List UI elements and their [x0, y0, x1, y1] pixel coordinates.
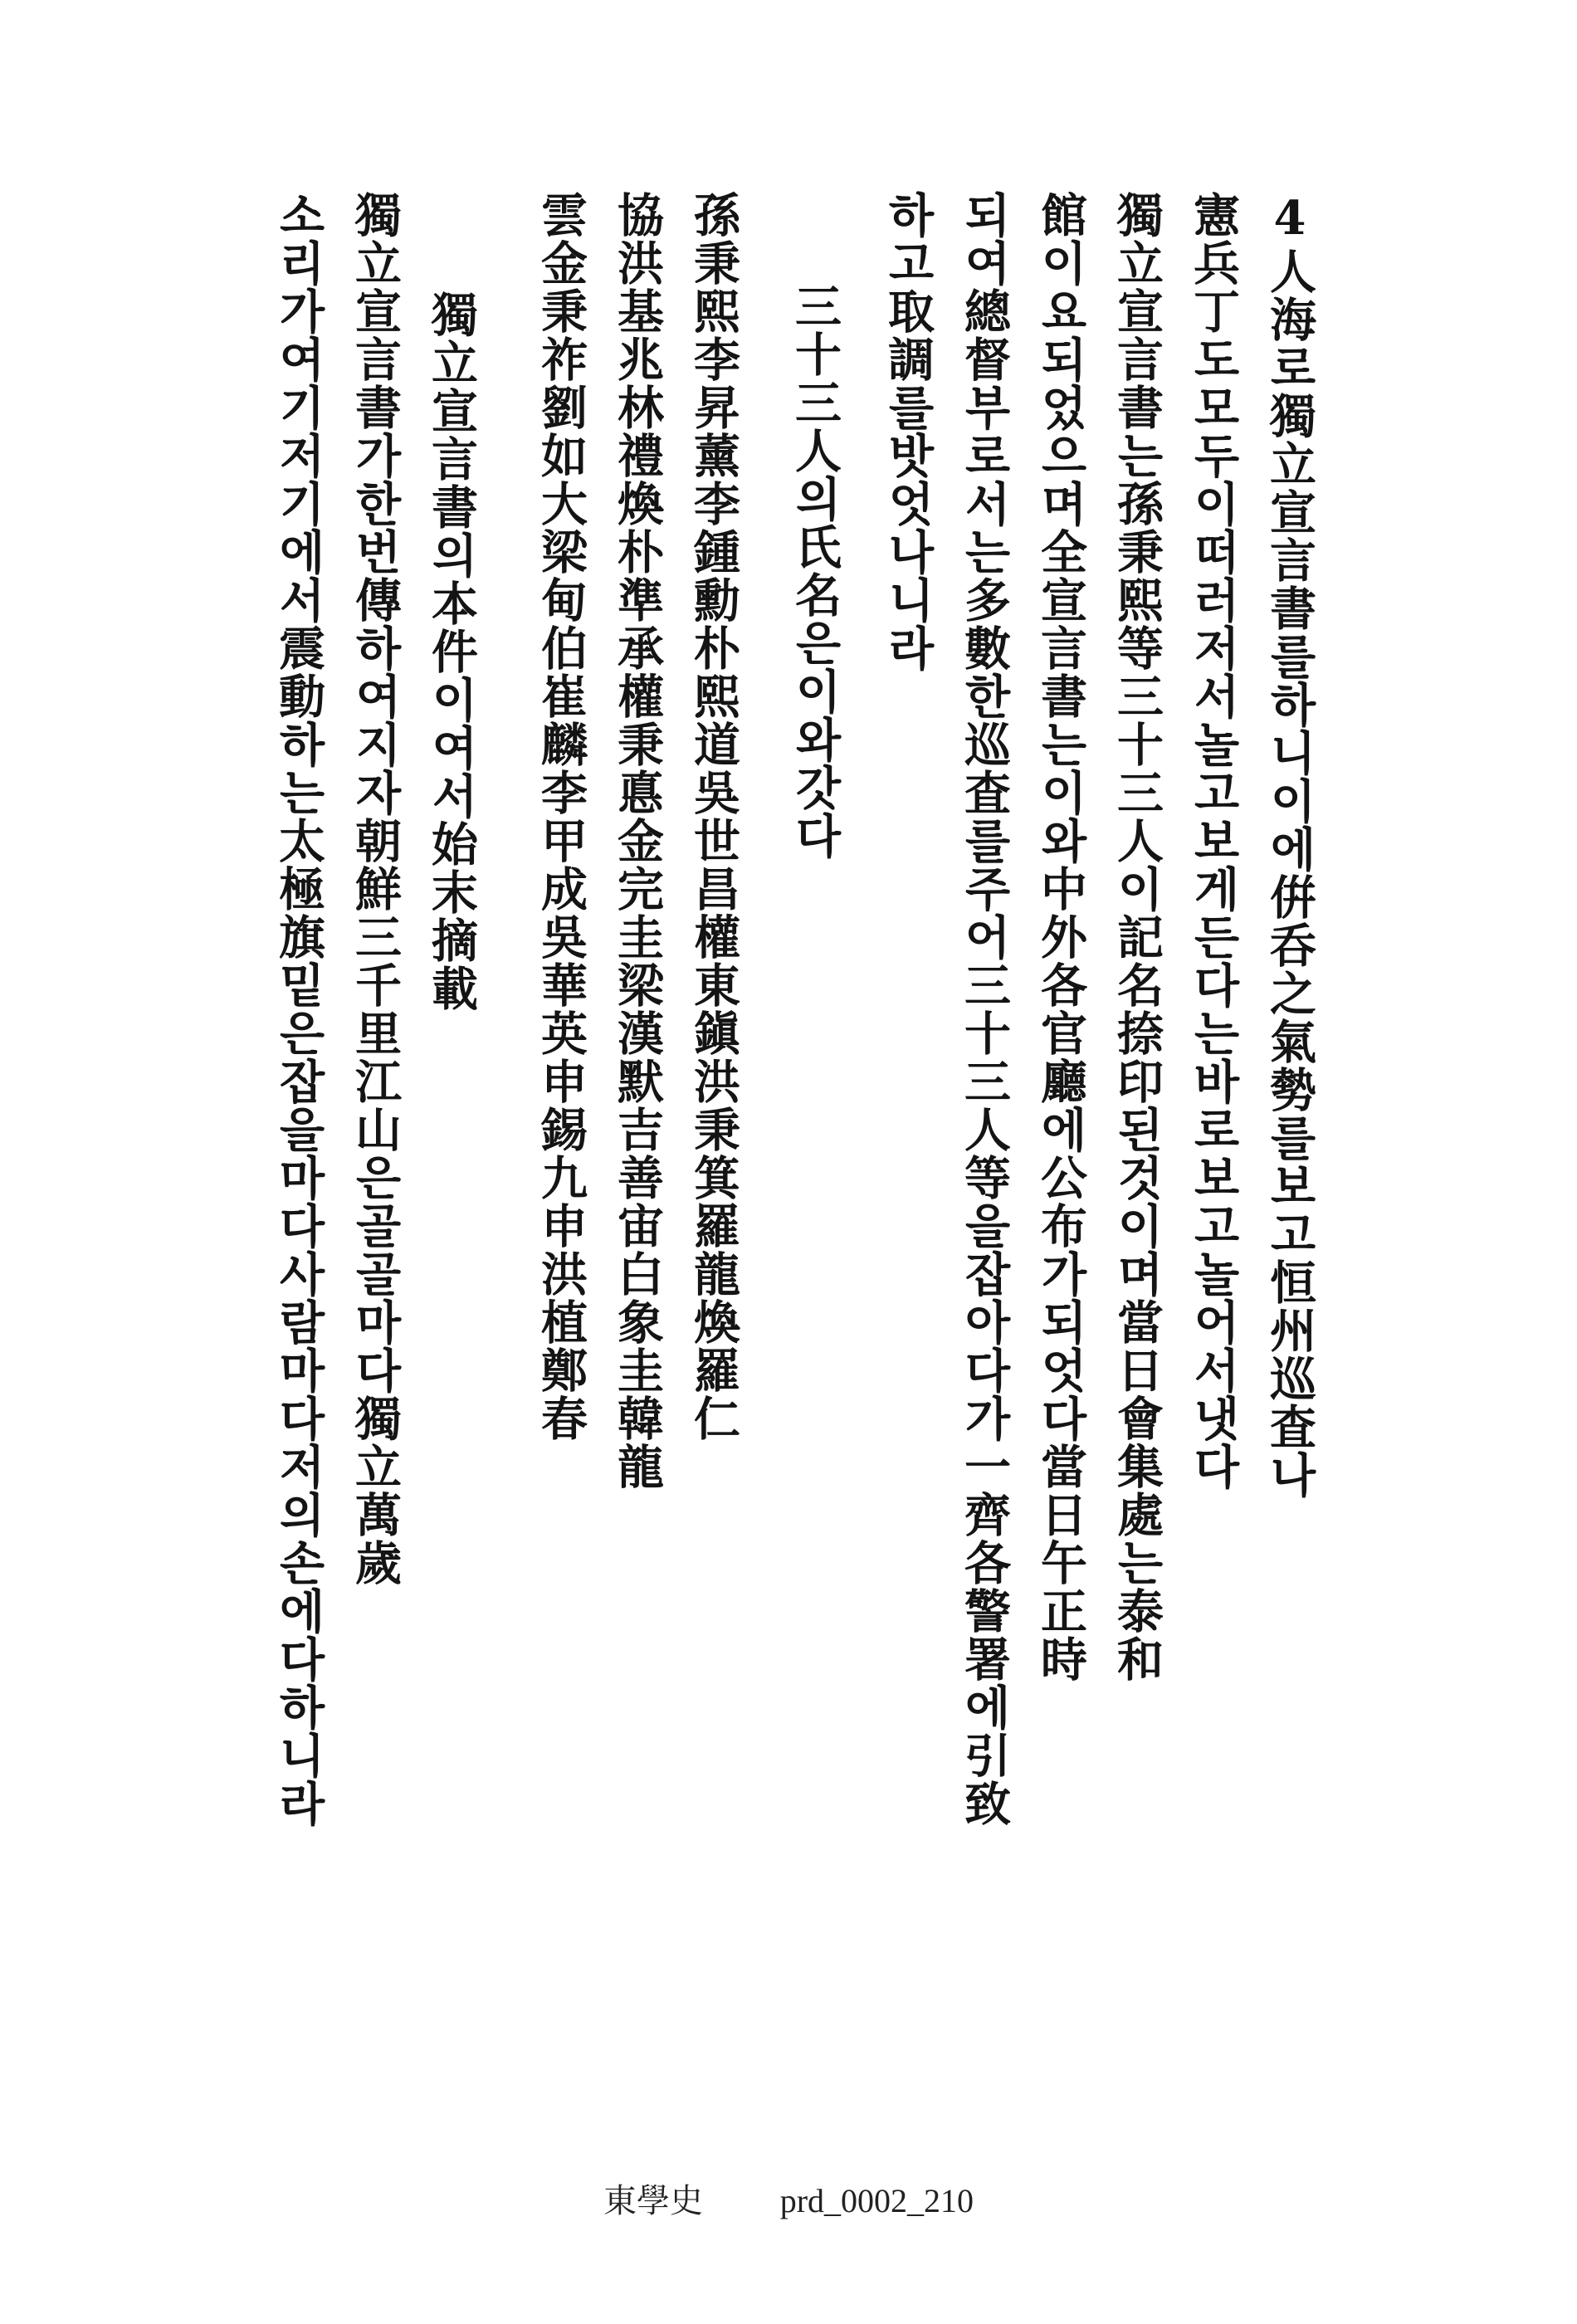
page-identifier: prd_0002_210: [779, 2182, 974, 2219]
signatory-names-line-3: 雲金秉祚劉如大梁甸伯崔麟李甲成吳華英申錫九申洪植鄭春: [534, 191, 588, 1443]
manuscript-line-12: 獨立宣言書가한번傳하여지자朝鮮三千里江山은골골마다獨立萬歲: [348, 191, 403, 1587]
manuscript-heading-thirty-three: 三十三人의氏名은이와갓다: [788, 282, 842, 860]
page-footer: [0, 2175, 1577, 2222]
manuscript-line-2: 憲兵丁도모두이떠러저서놀고보게든다는바로보고놀어서냇다: [1186, 191, 1241, 1491]
manuscript-line-5: 되여總督부로서는多數한巡査를주어三十三人等을잡아다가一齊各警署에引致: [957, 191, 1012, 1828]
manuscript-line-4: 館이요되었으며全宣言書는이와中外各官廳에公布가되엇다當日午正時: [1033, 191, 1088, 1683]
manuscript-line-1: 4人海로獨立宣言書를하니이에倂呑之氣勢를보고恒州巡査나: [1262, 191, 1317, 1499]
manuscript-line-6: 하고取調를밧엇나니라: [881, 191, 935, 672]
manuscript-line-3: 獨立宣言書는孫秉熙等三十三人이記名捺印된것이며當日會集處는泰和: [1110, 191, 1164, 1683]
handwritten-manuscript: [261, 191, 1328, 2017]
signatory-names-line-1: 孫秉熙李昇薰李鍾勳朴熙道吳世昌權東鎭洪秉箕羅龍煥羅仁: [686, 191, 741, 1443]
signatory-names-line-2: 協洪基兆林禮煥朴準承權秉悳金完圭梁漢默吉善宙白象圭韓龍: [610, 191, 665, 1491]
section-title-declaration: 獨立宣言書의本件이여서始末摘載: [424, 290, 479, 1013]
source-label: 東學史: [603, 2182, 703, 2220]
manuscript-line-13: 소리가여기저기에서震動하는太極旗밑은잡을마다사람마다저의손에다하니라: [271, 191, 326, 1828]
